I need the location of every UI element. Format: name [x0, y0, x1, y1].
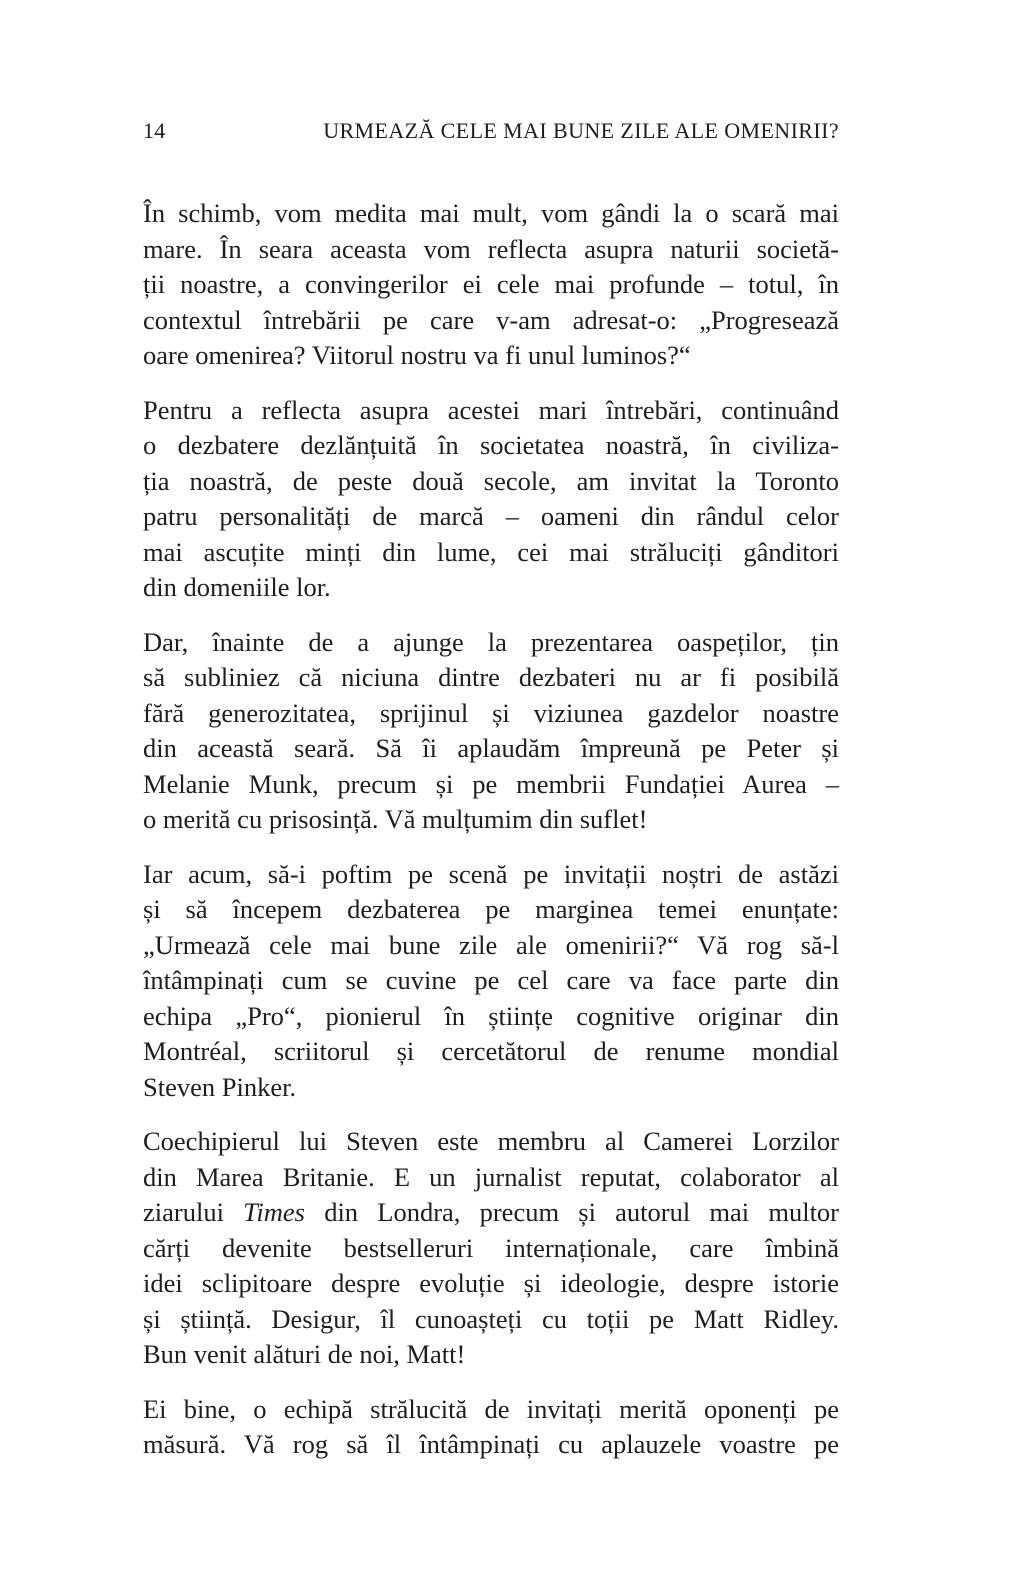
text-line: măsură. Vă rog să îl întâmpinați cu aplauzele voastre pe: [143, 1429, 839, 1459]
text-line: ții noastre, a convingerilor ei cele mai profunde – totul, în: [143, 269, 839, 299]
text-line: idei sclipitoare despre evoluție și ideologie, despre istorie: [143, 1268, 839, 1298]
paragraph-5: [143, 1124, 839, 1373]
text-line: „Urmează cele mai bune zile ale omenirii?“ Vă rog să-l: [143, 929, 839, 960]
text-line: echipa „Pro“, pionierul în științe cognitive originar din: [143, 1000, 839, 1031]
text-line: Iar acum, să-i poftim pe scenă pe invitații noștri de astăzi: [143, 858, 839, 889]
text-run: ziarului: [143, 1197, 244, 1227]
text-line: Dar, înainte de a ajunge la prezentarea oaspeților, țin: [143, 626, 839, 657]
text-line: Ei bine, o echipă strălucită de invitați merită oponenți pe: [143, 1393, 839, 1424]
body-text: [143, 196, 839, 1482]
text-line-with-italic: [143, 1195, 839, 1231]
text-line: din domeniile lor.: [143, 572, 331, 602]
text-line: Melanie Munk, precum și pe membrii Fundației Aurea –: [143, 768, 839, 799]
page-number: 14: [143, 118, 166, 143]
paragraph-1: [143, 196, 839, 374]
text-line: Steven Pinker.: [143, 1071, 297, 1102]
page-header: [143, 118, 839, 154]
text-line: o merită cu prisosință. Vă mulțumim din suflet!: [143, 804, 648, 834]
text-line: mare. În seara aceasta vom reflecta asupra naturii societă-: [143, 233, 839, 264]
text-run: din Londra, precum și autorul mai multor: [305, 1197, 840, 1227]
text-line: fără generozitatea, sprijinul și viziunea gazdelor noastre: [143, 697, 839, 728]
text-line: cărți devenite bestselleruri internaționale, care îmbină: [143, 1232, 839, 1263]
text-line: Coechipierul lui Steven este membru al Camerei Lorzilor: [143, 1126, 839, 1156]
text-line: din Marea Britanie. E un jurnalist reputat, colaborator al: [143, 1161, 839, 1192]
text-line: și să începem dezbaterea pe marginea temei enunțate:: [143, 894, 839, 924]
paragraph-4: [143, 857, 839, 1106]
text-line: Pentru a reflecta asupra acestei mari întrebări, continuând: [143, 394, 839, 425]
text-line: din această seară. Să îi aplaudăm împreună pe Peter și: [143, 733, 839, 763]
text-line: contextul întrebării pe care v-am adresat-o: „Progresează: [143, 304, 839, 335]
text-line: Montréal, scriitorul și cercetătorul de renume mondial: [143, 1036, 839, 1066]
text-line: să subliniez că niciuna dintre dezbateri nu ar fi posibilă: [143, 662, 839, 692]
text-line: Bun venit alături de noi, Matt!: [143, 1339, 466, 1369]
text-line: oare omenirea? Viitorul nostru va fi unul luminos?“: [143, 340, 691, 370]
text-line: În schimb, vom medita mai mult, vom gândi la o scară mai: [143, 198, 839, 228]
text-line: mai ascuțite minți din lume, cei mai străluciți gânditori: [143, 536, 839, 567]
text-line: patru personalități de marcă – oameni din rândul celor: [143, 501, 839, 531]
paragraph-6: [143, 1392, 839, 1463]
text-line: și știință. Desigur, îl cunoașteți cu toții pe Matt Ridley.: [143, 1303, 839, 1334]
paragraph-2: [143, 393, 839, 606]
paragraph-3: [143, 625, 839, 838]
text-line: ția noastră, de peste două secole, am invitat la Toronto: [143, 465, 839, 496]
running-title: URMEAZĂ CELE MAI BUNE ZILE ALE OMENIRII?: [323, 118, 839, 143]
newspaper-title: Times: [243, 1197, 305, 1227]
text-line: o dezbatere dezlănțuită în societatea noastră, în civiliza-: [143, 430, 839, 460]
text-line: întâmpinați cum se cuvine pe cel care va face parte din: [143, 965, 839, 995]
